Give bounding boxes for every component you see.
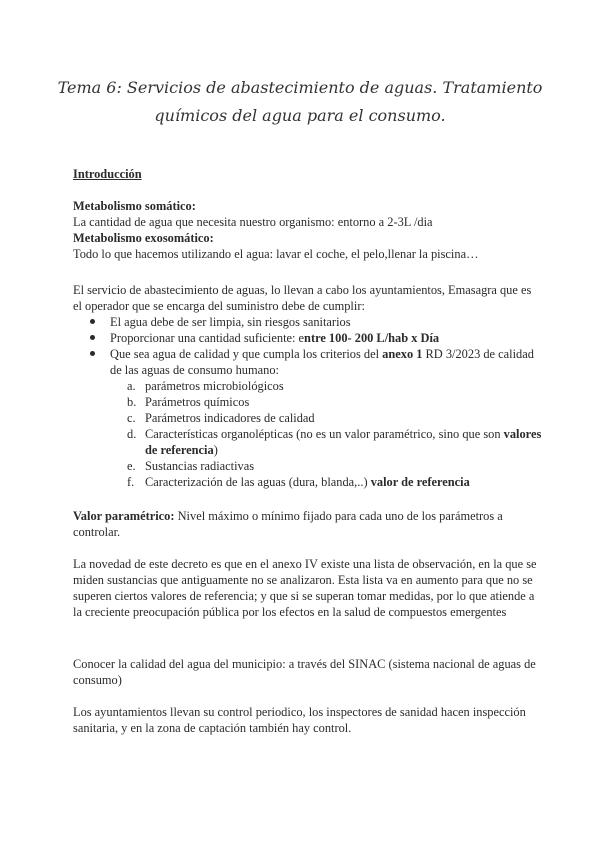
param-value-text: Nivel máximo o mínimo fijado para cada uno de los parámetros a controlar.: [73, 509, 503, 539]
service-section: [73, 282, 543, 490]
list-item: c. Parámetros indicadores de calidad: [127, 411, 315, 425]
list-item: Proporcionar una cantidad suficiente: entre 100- 200 L/hab x Día: [73, 330, 543, 346]
criteria-sublist: [110, 378, 543, 490]
somatic-text: La cantidad de agua que necesita nuestro organismo: entorno a 2-3L /dia: [73, 215, 433, 229]
exosomatic-heading: Metabolismo exosomático:: [73, 231, 214, 245]
list-item: d. Características organolépticas (no es un valor paramétrico, sino que son valores de referencia): [127, 427, 542, 457]
service-intro: El servicio de abastecimiento de aguas, lo llevan a cabo los ayuntamientos, Emasagra que es el operador que se encarga del suministro debe de cumplir:: [73, 283, 532, 313]
control-paragraph: Los ayuntamientos llevan su control periodico, los inspectores de sanidad hacen inspección sanitaria, y en la zona de captación también hay control.: [73, 705, 526, 735]
param-value-paragraph: [73, 508, 543, 540]
document-title: [40, 74, 560, 130]
title-line-2: químicos del agua para el consumo.: [154, 106, 446, 125]
list-item: f. Caracterización de las aguas (dura, blanda,..) valor de referencia: [127, 475, 470, 489]
novelty-paragraph: La novedad de este decreto es que en el anexo IV existe una lista de observación, en la que se miden sustancias que antiguamente no se analizaron. Esta lista va en aumento para que no se superen ciertos valores de referencia; y que si se superan tomar medidas, por lo que atiende a la creciente preocupación pública por los efectos en la salud de compuestos emergentes: [73, 557, 537, 619]
bullet-icon: [90, 319, 95, 324]
list-item: b. Parámetros químicos: [127, 395, 250, 409]
intro-heading: Introducción: [73, 167, 142, 181]
list-item: Que sea agua de calidad y que cumpla los criterios del anexo 1 RD 3/2023 de calidad de las aguas de consumo humano: a. parámetros microbiológicos b. Parámetros químicos c. Parámetros indicadores de calidad d. Características organolépticas (no es un valor paramétrico, sino que son valores de referencia) e. Sustancias radiactivas f. Caracterización de las aguas (dura, blanda,..) valor de referencia: [73, 346, 543, 490]
sinac-paragraph: Conocer la calidad del agua del municipio: a través del SINAC (sistema nacional de aguas de consumo): [73, 657, 536, 687]
bullet-icon: [90, 351, 95, 356]
exosomatic-text: Todo lo que hacemos utilizando el agua: lavar el coche, el pelo,llenar la piscina…: [73, 247, 479, 261]
bullet-icon: [90, 335, 95, 340]
requirements-list: [73, 314, 543, 490]
title-line-1: Tema 6: Servicios de abastecimiento de aguas. Tratamiento: [57, 78, 543, 97]
list-item: El agua debe de ser limpia, sin riesgos sanitarios: [73, 314, 543, 330]
list-item: a. parámetros microbiológicos: [127, 379, 284, 393]
metabolism-section: [73, 198, 543, 262]
list-item: e. Sustancias radiactivas: [127, 459, 255, 473]
param-value-label: Valor paramétrico:: [73, 509, 175, 523]
somatic-heading: Metabolismo somático:: [73, 199, 196, 213]
